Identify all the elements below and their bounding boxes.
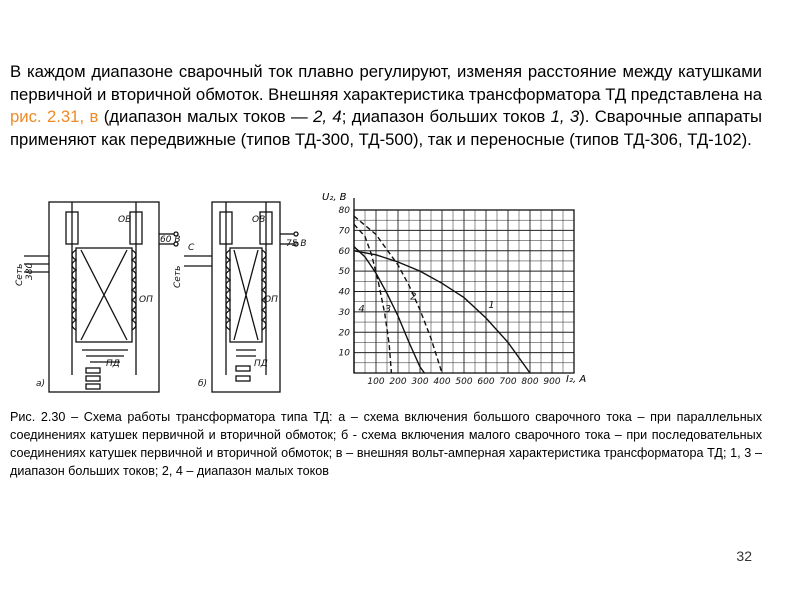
series-label-4: 4 (358, 303, 365, 315)
a-switch-label: ПД (106, 359, 120, 369)
y-tick-label: 80 (338, 206, 350, 216)
x-tick-label: 200 (389, 377, 407, 387)
chart-grid (354, 210, 574, 373)
figure-2-30 (14, 190, 604, 400)
x-tick-label: 600 (477, 377, 495, 387)
chart-x-axis-label: I₂, А (566, 374, 587, 385)
a-primary-label: ОВ (118, 215, 132, 225)
series-label-1: 1 (488, 299, 495, 311)
chart-tick-labels (339, 206, 561, 387)
x-tick-label: 300 (411, 377, 429, 387)
a-network-label: Сеть (15, 263, 25, 286)
b-secondary-label: ОП (264, 295, 278, 305)
y-tick-label: 30 (338, 307, 350, 318)
paragraph-part1: В каждом диапазоне сварочный ток плавно регулируют, изменяя расстояние между катушками первичной и вторичной обмоток. Внешняя характеристика трансформатора ТД представлена на (10, 62, 762, 104)
y-tick-label: 70 (338, 226, 350, 237)
page-number: 32 (736, 548, 752, 564)
x-tick-label: 700 (499, 377, 517, 387)
figure-reference-link[interactable]: рис. 2.31, в (10, 107, 99, 127)
figure-caption: Рис. 2.30 – Схема работы трансформатора типа ТД: а – схема включения большого сварочного тока – при параллельных соединениях катушек первичной и вторичной обмоток; б - схема включения малого сварочного тока – при последовательных соединениях катушек первичной и вторичной обмоток; в – внешняя вольт-амперная характеристика трансформатора ТД; 1, 3 – диапазон больших токов; 2, 4 – диапазон малых токов (10, 410, 762, 479)
x-tick-label: 100 (367, 377, 385, 387)
b-contact-label: С (188, 243, 195, 253)
a-mark-label: a) (36, 379, 46, 389)
b-voltage-label: 75 В (286, 239, 307, 249)
b-switch-label: ПД (254, 359, 268, 369)
series-label-3: 3 (384, 303, 392, 315)
y-tick-label: 50 (338, 267, 350, 278)
large-current-range: 1, 3 (550, 107, 580, 127)
y-tick-label: 60 (338, 246, 350, 257)
x-tick-label: 400 (433, 377, 451, 387)
a-secondary-label: ОП (139, 295, 153, 305)
b-primary-label: ОВ (252, 215, 266, 225)
a-network-sub: 380 (25, 262, 35, 280)
x-tick-label: 900 (543, 377, 561, 387)
body-paragraph (10, 61, 762, 151)
b-network-label: Сеть (173, 265, 183, 288)
small-current-range: 2, 4 (313, 107, 342, 127)
diagram-b (184, 202, 298, 392)
diagram-a (24, 202, 178, 392)
paragraph-part3: ; диапазон больших токов (341, 107, 551, 127)
y-tick-label: 40 (338, 287, 350, 298)
y-tick-label: 20 (338, 328, 350, 339)
y-tick-label: 10 (338, 348, 350, 359)
series-label-2: 2 (410, 291, 417, 303)
paragraph-part4: ). Сварочные аппараты применяют как передвижные (типов ТД-300, ТД-500), так и переносные (типов ТД-306, ТД-102). (10, 107, 762, 149)
chart-y-axis-label: U₂, В (322, 192, 347, 203)
a-voltage-label: 60 В (160, 235, 181, 245)
series-curve-4 (354, 224, 391, 373)
x-tick-label: 800 (521, 377, 539, 387)
volt-ampere-chart (322, 192, 586, 387)
x-tick-label: 500 (455, 377, 473, 387)
paragraph-part2: (диапазон малых токов — (98, 107, 314, 127)
b-mark-label: б) (198, 379, 208, 389)
